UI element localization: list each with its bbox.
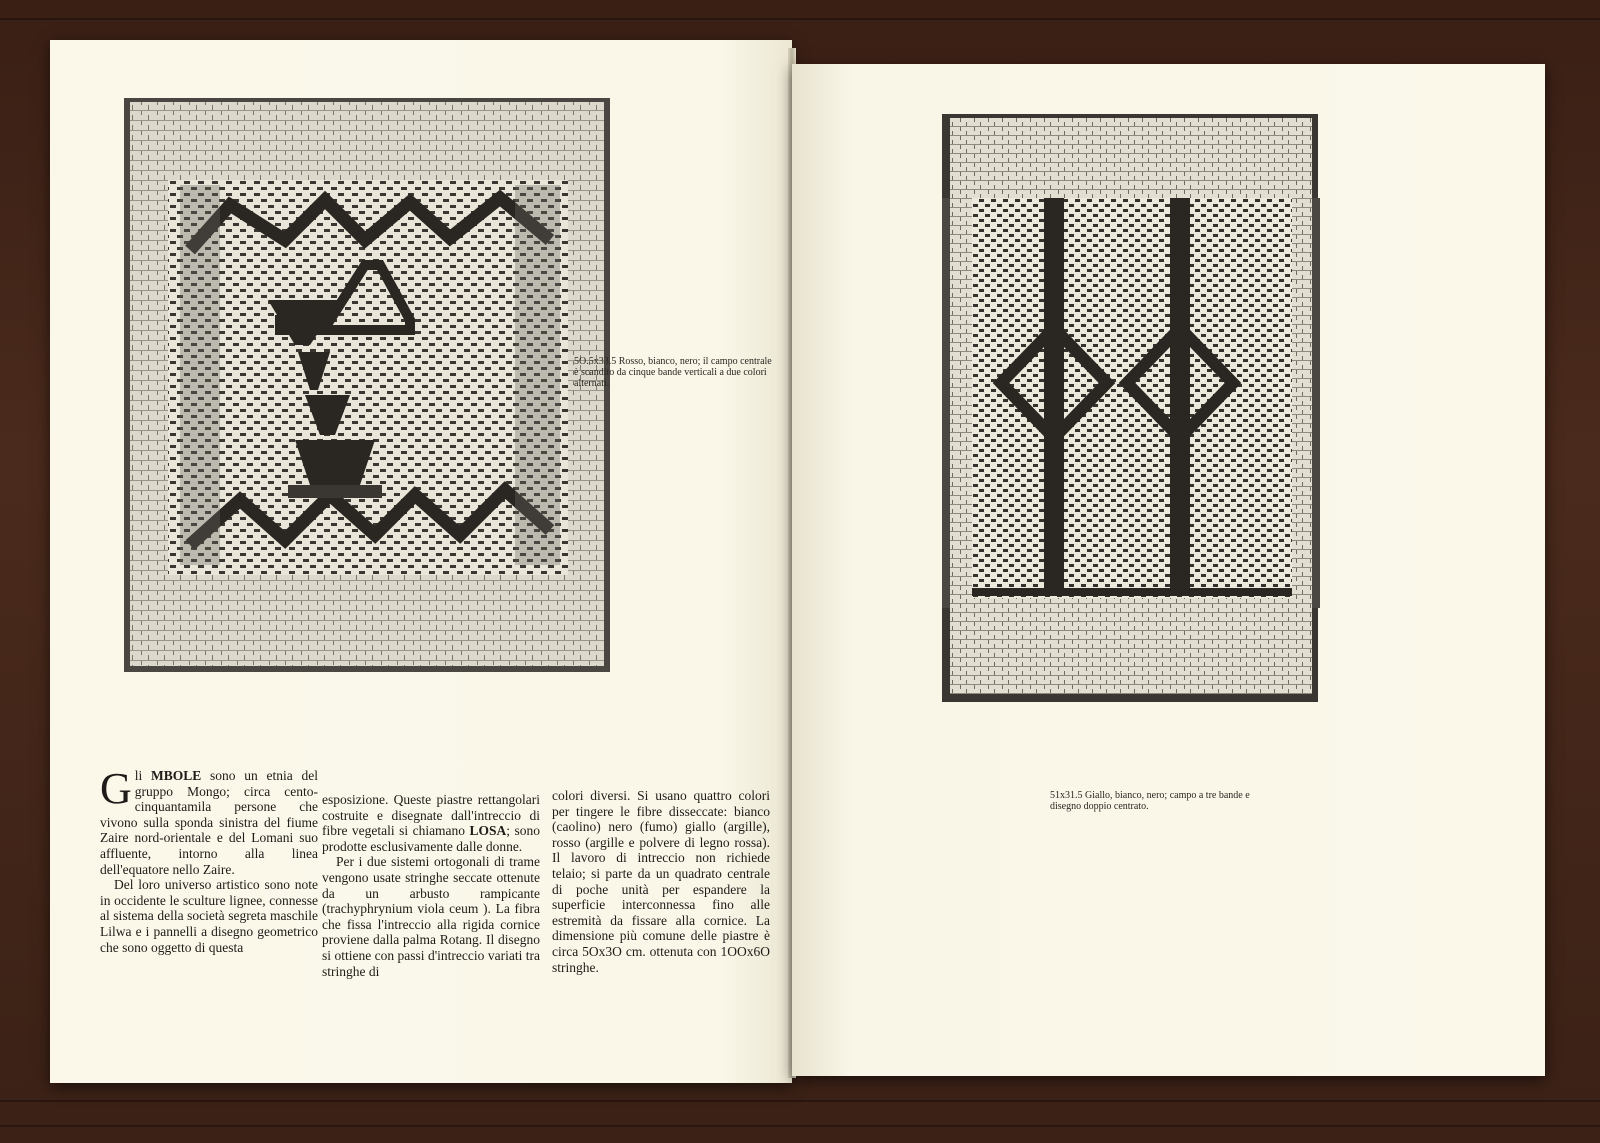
column-2-paragraph-1-post: ; sono prodotte esclusivamente dalle donne.	[322, 823, 540, 854]
column-2-paragraph-1-pre: esposizione. Queste piastre rettangolari costruite e disegnate dall'intreccio di fibre vegetali si chiamano	[322, 792, 540, 839]
column-1-paragraph-2: Del loro universo artistico sono note in occidente le sculture lignee, connesse al sistema della società segreta maschile Lilwa e i pannelli a disegno geometrico che sono oggetto di questa	[100, 877, 318, 955]
drop-cap: G	[100, 764, 132, 813]
column-2-paragraph-2: Per i due sistemi ortogonali di trame vengono usate stringhe seccate ottenute da un arbusto rampicante (trachyphrynium viola ceum ). La fibra che fissa l'intreccio alla rigida cornice proviene dalla palma Rotang. Il disegno si ottiene con passi d'intreccio variati tra stringhe di	[322, 854, 540, 979]
column-1-paragraph-1: sono un etnia del gruppo Mongo; circa cento-cinquantamila persone che vivono sulla sponda sinistra del fiume Zaire nord-orientale e del Lomani suo affluente, intorno alla linea dell'equatore nello Zaire.	[100, 768, 318, 877]
woven-panel-photo-left	[120, 90, 616, 680]
column-3-paragraph-1: colori diversi. Si usano quattro colori per tingere le fibre disseccate: bianco (caolino) nero (fumo) giallo (argille), rosso (argille e polvere di legno rossa). Il lavoro di intreccio non richiede telaio; si parte da un quadrato centrale di poche unità per espandere la superficie interconnessa fino alle estremità da fissare alla cornice. La dimensione più comune delle piastre è circa 5Ox3O cm. ottenuta con 1OOx6O stringhe.	[552, 788, 770, 975]
lead-pre: li	[134, 768, 152, 783]
article-column-2	[322, 792, 540, 979]
woven-panel-photo-right	[942, 108, 1322, 708]
left-page	[50, 40, 792, 1083]
article-column-1	[100, 764, 318, 955]
plate-caption-left: 5O.5x33.5 Rosso, bianco, nero; il campo centrale è scandito da cinque bande verticali a due colori alternati.	[574, 356, 772, 389]
ethnic-group-name: MBOLE	[151, 768, 202, 783]
losa-term: LOSA	[469, 823, 507, 839]
article-column-3	[552, 788, 770, 975]
plate-caption-right: 51x31.5 Giallo, bianco, nero; campo a tre bande e disegno doppio centrato.	[1050, 790, 1250, 812]
right-page	[792, 64, 1545, 1076]
